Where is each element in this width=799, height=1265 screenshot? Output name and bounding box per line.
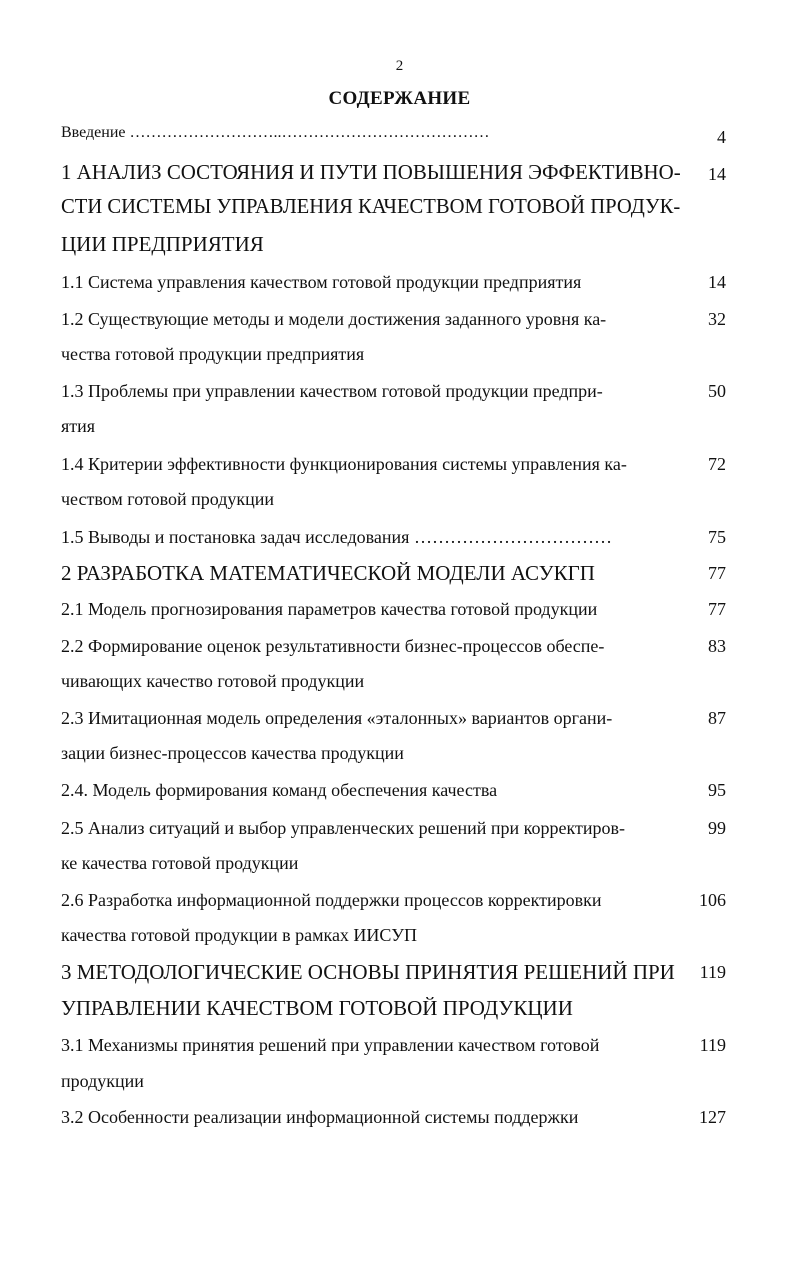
toc-entry-page: 95 — [708, 780, 726, 800]
toc-entry-text: 1.5 Выводы и постановка задач исследования …………………………… — [61, 527, 612, 547]
toc-entry-text: 2.1 Модель прогнозирования параметров качества готовой продукции — [61, 599, 598, 619]
toc-entry-text: 2.5 Анализ ситуаций и выбор управленческих решений при корректиров- — [61, 818, 625, 838]
toc-entry-text: чивающих качество готовой продукции — [61, 671, 365, 691]
toc-entry-page: 75 — [708, 527, 726, 547]
toc-entry-text: 3 МЕТОДОЛОГИЧЕСКИЕ ОСНОВЫ ПРИНЯТИЯ РЕШЕНИЙ ПРИ — [61, 960, 675, 984]
toc-entry-text: Введение ………………………..………………………………… — [61, 124, 490, 141]
toc-entry-text: 2.6 Разработка информационной поддержки процессов корректировки — [61, 890, 602, 910]
page-number: 2 — [395, 58, 404, 74]
toc-entry-text: ятия — [61, 416, 96, 436]
toc-entry-text: 3.1 Механизмы принятия решений при управлении качеством готовой — [61, 1035, 600, 1055]
toc-entry-page: 119 — [699, 962, 726, 982]
toc-entry-text: ке качества готовой продукции — [61, 853, 299, 873]
toc-entry-text: 2.4. Модель формирования команд обеспечения качества — [61, 780, 498, 800]
toc-entry-text: СТИ СИСТЕМЫ УПРАВЛЕНИЯ КАЧЕСТВОМ ГОТОВОЙ ПРОДУК- — [61, 196, 681, 218]
toc-entry-page: 119 — [699, 1035, 726, 1055]
toc-entry-page: 4 — [717, 127, 726, 147]
toc-entry-text: качества готовой продукции в рамках ИИСУП — [61, 925, 417, 945]
toc-entry-text: 1.3 Проблемы при управлении качеством готовой продукции предпри- — [61, 381, 603, 401]
toc-entry-text: 2 РАЗРАБОТКА МАТЕМАТИЧЕСКОЙ МОДЕЛИ АСУКГП — [61, 561, 595, 585]
toc-entry-text: 1.4 Критерии эффективности функционирования системы управления ка- — [61, 454, 627, 474]
toc-entry-page: 14 — [708, 272, 726, 292]
toc-entry-page: 87 — [708, 708, 726, 728]
toc-entry-page: 77 — [708, 563, 726, 583]
page-title: СОДЕРЖАНИЕ — [328, 88, 471, 109]
toc-entry-page: 77 — [708, 599, 726, 619]
toc-entry-text: 3.2 Особенности реализации информационной системы поддержки — [61, 1107, 579, 1127]
toc-entry-page: 106 — [699, 890, 726, 910]
toc-entry-page: 14 — [708, 164, 726, 184]
toc-entry-text: ЦИИ ПРЕДПРИЯТИЯ — [61, 232, 264, 256]
toc-entry-text: чеством готовой продукции — [61, 489, 275, 509]
toc-entry-text: 2.2 Формирование оценок результативности бизнес-процессов обеспе- — [61, 636, 605, 656]
toc-entry-text: 1.1 Система управления качеством готовой продукции предприятия — [61, 272, 582, 292]
toc-entry-text: зации бизнес-процессов качества продукции — [61, 743, 404, 763]
toc-entry-page: 99 — [708, 818, 726, 838]
toc-entry-page: 127 — [699, 1107, 726, 1127]
toc-entry-text: 1.2 Существующие методы и модели достижения заданного уровня ка- — [61, 309, 607, 329]
toc-entry-page: 32 — [708, 309, 726, 329]
toc-entry-page: 72 — [708, 454, 726, 474]
toc-entry-text: 2.3 Имитационная модель определения «эталонных» вариантов органи- — [61, 708, 613, 728]
toc-entry-page: 83 — [708, 636, 726, 656]
toc-entry-text: чества готовой продукции предприятия — [61, 344, 365, 364]
toc-entry-page: 50 — [708, 381, 726, 401]
toc-entry-text: продукции — [61, 1071, 144, 1091]
toc-entry-text: 1 АНАЛИЗ СОСТОЯНИЯ И ПУТИ ПОВЫШЕНИЯ ЭФФЕКТИВНО- — [61, 160, 681, 184]
toc-entry-text: УПРАВЛЕНИИ КАЧЕСТВОМ ГОТОВОЙ ПРОДУКЦИИ — [61, 996, 573, 1020]
